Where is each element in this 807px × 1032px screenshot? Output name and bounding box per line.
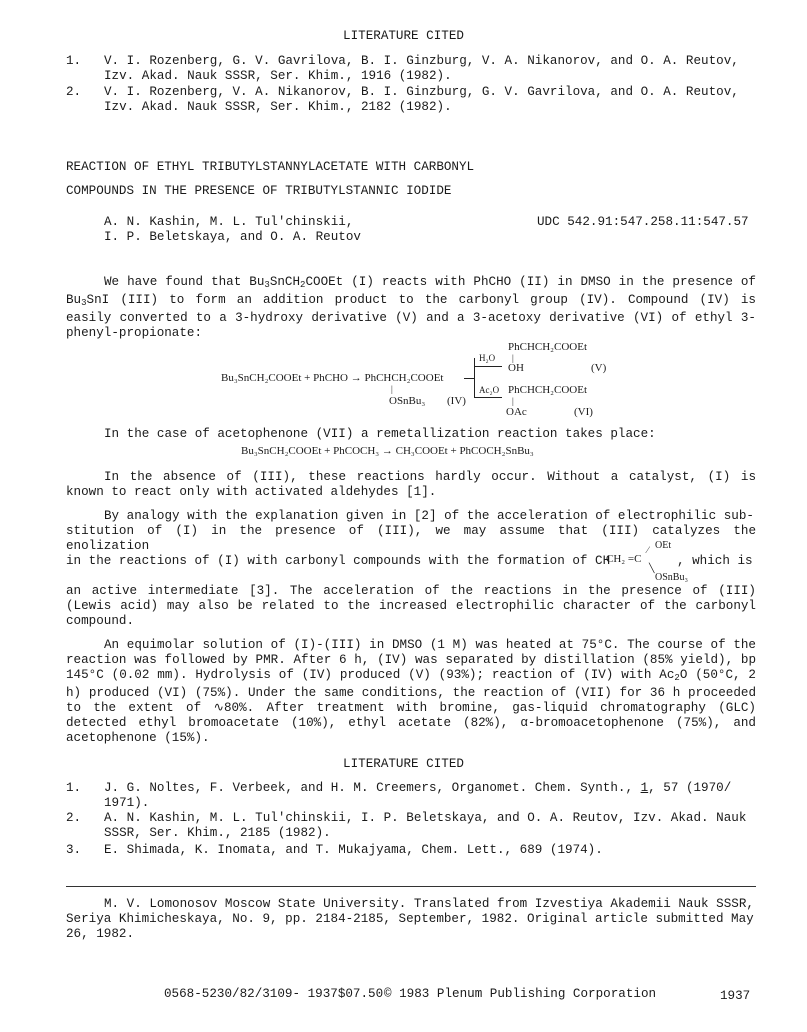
authors-line2: I. P. Beletskaya, and O. A. Reutov bbox=[104, 230, 361, 244]
ref-text: J. G. Noltes, F. Verbeek, and H. M. Creemers, Organomet. Chem. Synth., 1, 57 (1970/ bbox=[104, 781, 732, 795]
paragraph-4-line2: stitution of (I) in the presence of (III), we may assume that (III) catalyzes the enolization bbox=[66, 524, 756, 553]
scheme-osnbu: OSnBu₃ bbox=[389, 395, 426, 407]
scheme-label-vi: (VI) bbox=[574, 406, 593, 418]
literature-cited-heading-2: LITERATURE CITED bbox=[343, 757, 464, 771]
paragraph-4-line1: By analogy with the explanation given in [2] of the acceleration of electrophilic sub- bbox=[104, 509, 754, 523]
product-vi-oac: OAc bbox=[506, 406, 527, 418]
product-v: PhCHCH₂COOEt bbox=[508, 341, 588, 353]
ref-text: Izv. Akad. Nauk SSSR, Ser. Khim., 1916 (1982). bbox=[104, 69, 452, 83]
footer-code: 0568-5230/82/3109- 1937$07.50 bbox=[164, 987, 384, 1001]
article-title-line1: REACTION OF ETHYL TRIBUTYLSTANNYLACETATE WITH CARBONYL bbox=[66, 160, 475, 174]
ref-number: 3. bbox=[66, 843, 82, 857]
ref-text: A. N. Kashin, M. L. Tul'chinskii, I. P. Beletskaya, and O. A. Reutov, Izv. Akad. Nauk bbox=[104, 811, 747, 825]
enol-formula: CH₂ =C bbox=[606, 553, 642, 565]
paragraph-2: In the case of acetophenone (VII) a remetallization reaction takes place: bbox=[104, 427, 656, 441]
literature-cited-heading-1: LITERATURE CITED bbox=[343, 29, 464, 43]
ref-number: 2. bbox=[66, 85, 82, 99]
footnote-line2: Seriya Khimicheskaya, No. 9, pp. 2184-2185, September, 1982. Original article submitted May bbox=[66, 912, 754, 926]
paragraph-4-rest: an active intermediate [3]. The acceleration of the reactions in the presence of (III) (Lewis acid) may also be related to the increased electrophilic character of the carbonyl compound. bbox=[66, 584, 756, 628]
ref-text: 1971). bbox=[104, 796, 150, 810]
authors-line1: A. N. Kashin, M. L. Tul'chinskii, bbox=[104, 215, 354, 229]
scheme-reactants: Bu₃SnCH₂COOEt + PhCHO → PhCHCH₂COOEt bbox=[221, 372, 444, 384]
reaction-scheme-2: Bu₃SnCH₂COOEt + PhCOCH₃ → CH₃COOEt + PhCOCH₂SnBu₃ bbox=[241, 445, 534, 457]
paragraph-1: We have found that $Bu_3SnCH_2COOEt$ (I) reacts with PhCHO (II) in DMSO in the presence of $Bu_3SnI$ (III) to form an addition product to the carbonyl group (IV). Compound (IV) is easily converted to a 3-hydroxy derivative (V) and a 3-acetoxy derivative (VI) of ethyl 3-phenyl-propionate: bbox=[66, 275, 756, 340]
ref-number: 1. bbox=[66, 54, 82, 68]
enol-osnbu: OSnBu₃ bbox=[655, 572, 688, 583]
ref-text: V. I. Rozenberg, V. A. Nikanorov, B. I. Ginzburg, G. V. Gavrilova, and O. A. Reutov, bbox=[104, 85, 739, 99]
footnote-divider bbox=[66, 886, 756, 887]
article-title-line2: COMPOUNDS IN THE PRESENCE OF TRIBUTYLSTANNIC IODIDE bbox=[66, 184, 452, 198]
ref-text: E. Shimada, K. Inomata, and T. Mukajyama, Chem. Lett., 689 (1974). bbox=[104, 843, 603, 857]
product-v-oh: OH bbox=[508, 362, 524, 374]
enol-oet: OEt bbox=[655, 540, 672, 551]
paragraph-4-line3: in the reactions of (I) with carbonyl compounds with the formation of CH bbox=[66, 554, 611, 568]
footnote-line1: M. V. Lomonosov Moscow State University. Translated from Izvestiya Akademii Nauk SSSR, bbox=[104, 897, 754, 911]
footer-copyright: © 1983 Plenum Publishing Corporation bbox=[384, 987, 657, 1001]
footnote-line3: 26, 1982. bbox=[66, 927, 135, 941]
reagent-h2o: H₂O bbox=[479, 353, 496, 363]
product-vi: PhCHCH₂COOEt bbox=[508, 384, 588, 396]
ref-number: 2. bbox=[66, 811, 82, 825]
ref-text: V. I. Rozenberg, G. V. Gavrilova, B. I. Ginzburg, V. A. Nikanorov, and O. A. Reutov, bbox=[104, 54, 739, 68]
scheme-label-v: (V) bbox=[591, 362, 607, 374]
reagent-ac2o: Ac₂O bbox=[479, 385, 500, 395]
ref-number: 1. bbox=[66, 781, 82, 795]
ref-text: Izv. Akad. Nauk SSSR, Ser. Khim., 2182 (1982). bbox=[104, 100, 452, 114]
scheme-label-iv: (IV) bbox=[447, 395, 466, 407]
page-number: 1937 bbox=[720, 989, 751, 1003]
ref-text: SSSR, Ser. Khim., 2185 (1982). bbox=[104, 826, 331, 840]
paragraph-5: An equimolar solution of (I)-(III) in DMSO (1 M) was heated at 75°C. The course of the reaction was followed by PMR. After 6 h, (IV) was separated by distillation (85% yield), bp 145°C (0.02 mm). Hydrolysis of (IV) produced (V) (93%); reaction of (IV) with $Ac_2O$ (50°C, 2 h) produced (VI) (75%). Under the same conditions, the reaction of (VII) for 36 h proceeded to the extent of ∿80%. After treatment with bromine, gas-liquid chromatography (GLC) detected ethyl bromoacetate (10%), ethyl acetate (82%), α-bromoacetophenone (75%), and acetophenone (15%). bbox=[66, 638, 756, 745]
udc-code: UDC 542.91:547.258.11:547.57 bbox=[537, 215, 749, 229]
paragraph-4-line3-end: , which is bbox=[677, 554, 753, 568]
paragraph-3: In the absence of (III), these reactions hardly occur. Without a catalyst, (I) is known to react only with activated aldehydes [1]. bbox=[66, 470, 756, 499]
